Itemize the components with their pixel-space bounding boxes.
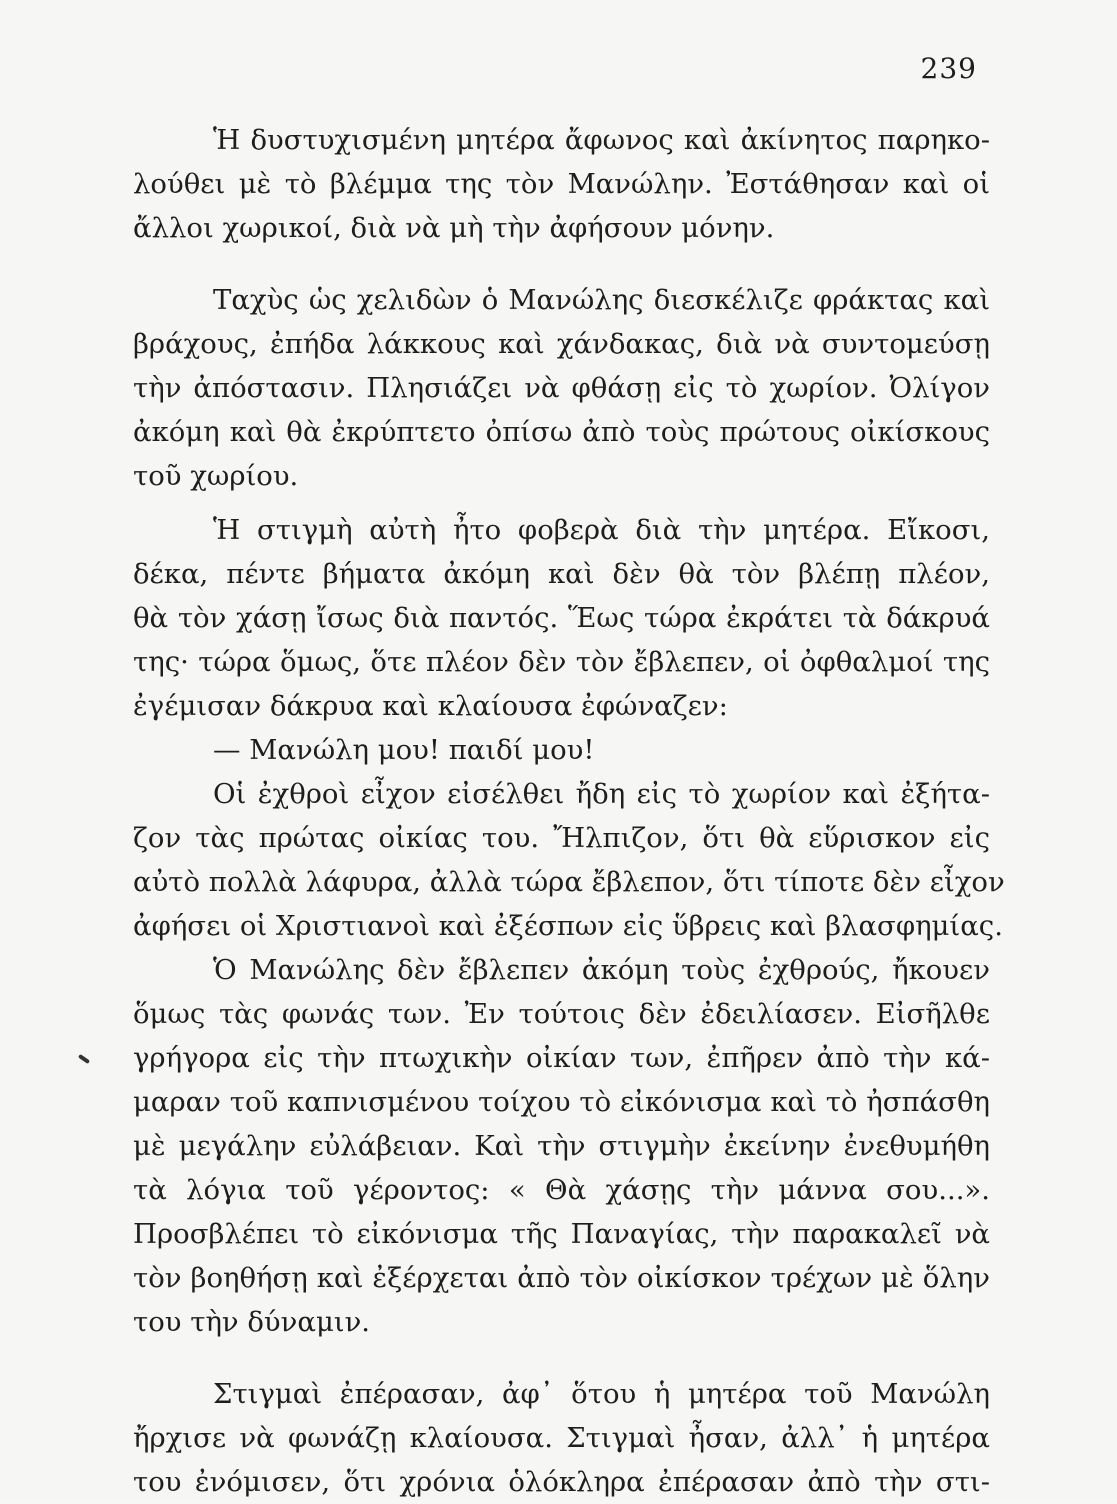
text-line: τὸν βοηθήσῃ καὶ ἐξέρχεται ἀπὸ τὸν οἰκίσκον τρέχων μὲ ὅλην [133, 1262, 990, 1294]
paragraph-1 [133, 118, 990, 250]
text-line: ζον τὰς πρώτας οἰκίας του. Ἤλπιζον, ὅτι θὰ εὕρισκον εἰς [133, 822, 990, 854]
text-line: του ἐνόμισεν, ὅτι χρόνια ὁλόκληρα ἐπέρασαν ἀπὸ τὴν στι- [133, 1466, 990, 1498]
text-line: ὅμως τὰς φωνάς των. Ἐν τούτοις δὲν ἐδειλίασεν. Εἰσῆλθε [133, 998, 990, 1030]
paragraph-2 [133, 278, 990, 498]
text-line: Προσβλέπει τὸ εἰκόνισμα τῆς Παναγίας, τὴν παρακαλεῖ νὰ [133, 1218, 990, 1250]
text-line: του τὴν δύναμιν. [133, 1306, 371, 1338]
paragraph-3 [133, 508, 990, 728]
text-line: ἄλλοι χωρικοί, διὰ νὰ μὴ τὴν ἀφήσουν μόνην. [133, 212, 775, 244]
text-line: Στιγμαὶ ἐπέρασαν, ἀφ᾽ ὅτου ἡ μητέρα τοῦ Μανώλη [213, 1378, 990, 1410]
text-line: αὐτὸ πολλὰ λάφυρα, ἀλλὰ τώρα ἔβλεπον, ὅτι τίποτε δὲν εἶχον [133, 866, 1005, 898]
text-line: Ἡ στιγμὴ αὐτὴ ἦτο φοβερὰ διὰ τὴν μητέρα. Εἴκοσι, [213, 514, 990, 546]
text-line: λούθει μὲ τὸ βλέμμα της τὸν Μανώλην. Ἐστάθησαν καὶ οἱ [133, 168, 990, 200]
text-line: Ὁ Μανώλης δὲν ἔβλεπεν ἀκόμη τοὺς ἐχθρούς, ἤκουεν [213, 954, 990, 986]
text-line: ἤρχισε νὰ φωνάζῃ κλαίουσα. Στιγμαὶ ἦσαν, ἀλλ᾽ ἡ μητέρα [133, 1422, 990, 1454]
text-line: βράχους, ἐπήδα λάκκους καὶ χάνδακας, διὰ νὰ συντομεύσῃ [133, 328, 990, 360]
text-line: Ἡ δυστυχισμένη μητέρα ἄφωνος καὶ ἀκίνητος παρηκο- [213, 124, 990, 156]
text-line: — Μανώλη μου! παιδί μου! [213, 734, 595, 766]
text-line: μὲ μεγάλην εὐλάβειαν. Καὶ τὴν στιγμὴν ἐκείνην ἐνεθυμήθη [133, 1130, 990, 1162]
text-line: τὴν ἀπόστασιν. Πλησιάζει νὰ φθάσῃ εἰς τὸ χωρίον. Ὀλίγον [133, 372, 990, 404]
text-line: ἐγέμισαν δάκρυα καὶ κλαίουσα ἐφώναζεν: [133, 690, 728, 722]
dialogue-line [133, 728, 990, 772]
text-line: τοῦ χωρίου. [133, 460, 299, 492]
text-line: μαραν τοῦ καπνισμένου τοίχου τὸ εἰκόνισμα καὶ τὸ ἠσπάσθη [133, 1086, 990, 1118]
text-line: δέκα, πέντε βήματα ἀκόμη καὶ δὲν θὰ τὸν βλέπῃ πλέον, [133, 558, 990, 590]
text-line: Ταχὺς ὡς χελιδὼν ὁ Μανώλης διεσκέλιζε φράκτας καὶ [213, 284, 990, 316]
text-line: της· τώρα ὅμως, ὅτε πλέον δὲν τὸν ἔβλεπεν, οἱ ὀφθαλμοί της [133, 646, 990, 678]
page-number: 239 [920, 52, 977, 85]
text-line: ἀκόμη καὶ θὰ ἐκρύπτετο ὀπίσω ἀπὸ τοὺς πρώτους οἰκίσκους [133, 416, 990, 448]
body-text [133, 118, 1005, 1504]
text-line: θὰ τὸν χάσῃ ἴσως διὰ παντός. Ἕως τώρα ἐκράτει τὰ δάκρυά [133, 602, 990, 634]
margin-mark [78, 1054, 90, 1064]
paragraph-4 [133, 772, 1005, 1344]
text-line: Οἱ ἐχθροὶ εἶχον εἰσέλθει ἤδη εἰς τὸ χωρίον καὶ ἐξήτα- [213, 778, 990, 810]
text-line: γρήγορα εἰς τὴν πτωχικὴν οἰκίαν των, ἐπῆρεν ἀπὸ τὴν κά- [133, 1042, 990, 1074]
paragraph-5 [133, 1372, 990, 1504]
text-line: ἀφήσει οἱ Χριστιανοὶ καὶ ἐξέσπων εἰς ὕβρεις καὶ βλασφημίας. [133, 910, 1003, 942]
text-line: τὰ λόγια τοῦ γέροντος: « Θὰ χάσῃς τὴν μάννα σου...». [133, 1174, 990, 1206]
